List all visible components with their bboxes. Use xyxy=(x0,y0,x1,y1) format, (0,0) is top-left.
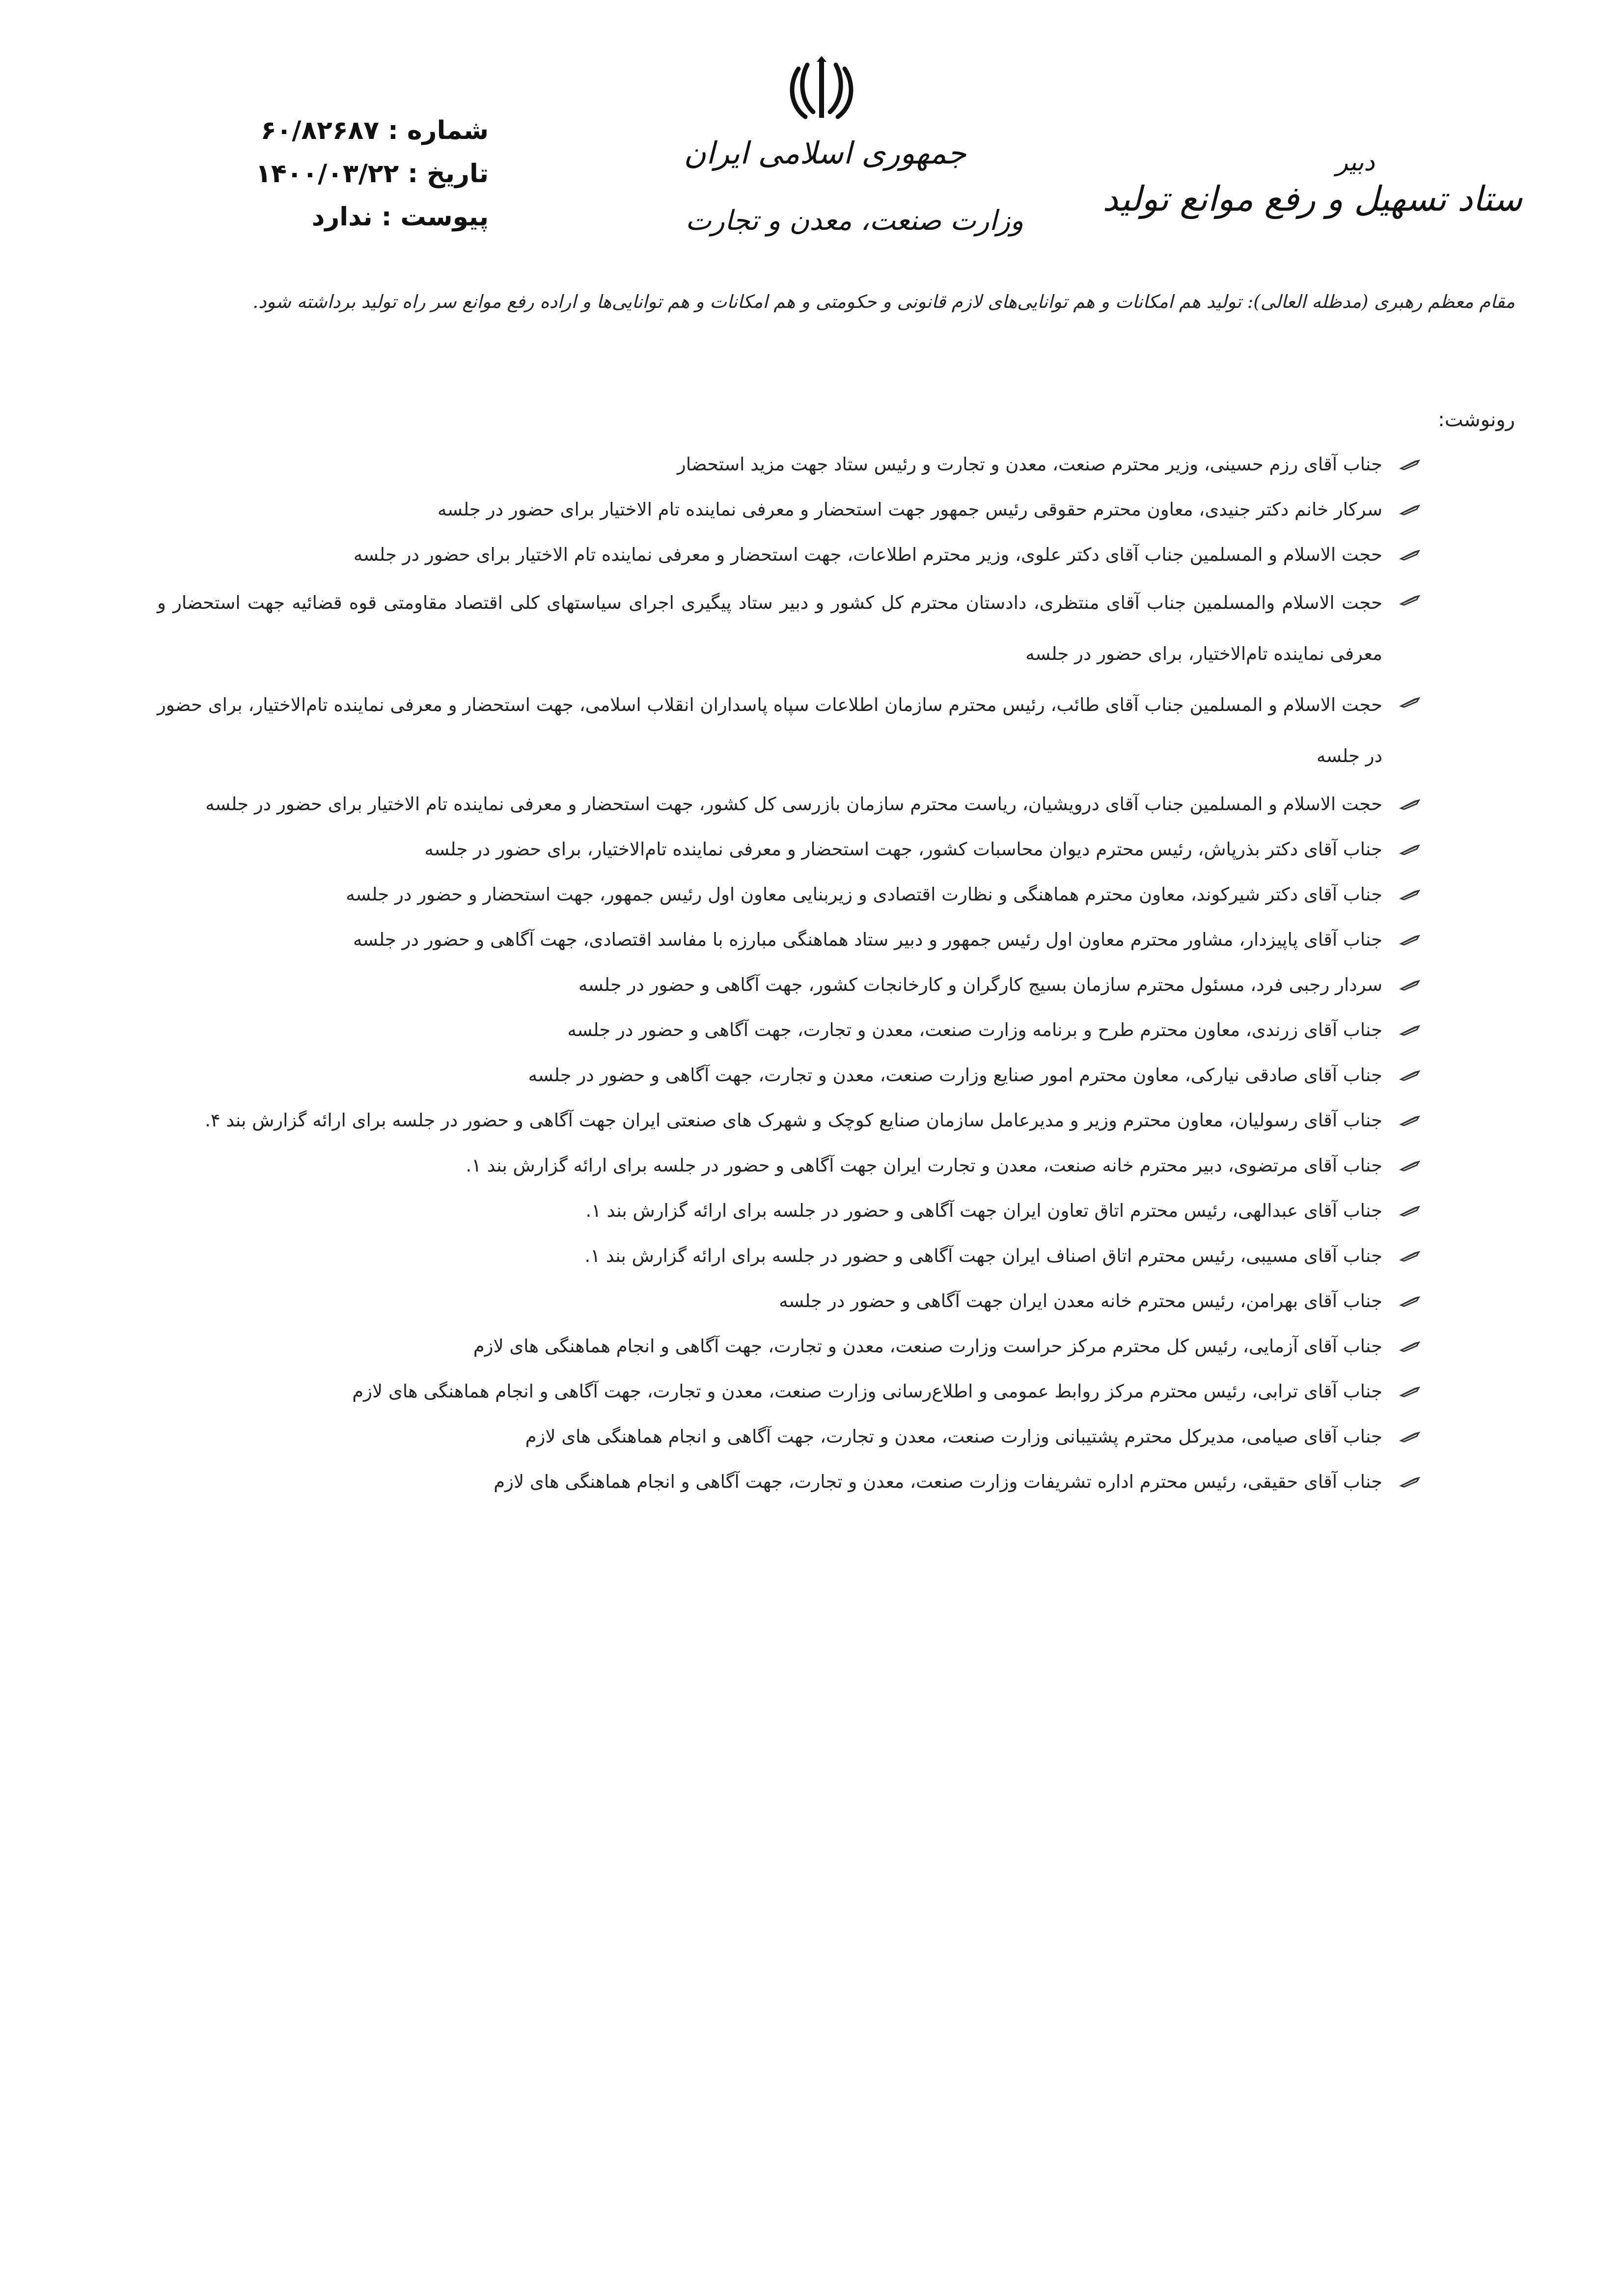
recipient-item xyxy=(157,917,1422,962)
number-colon: : xyxy=(388,116,398,145)
recipient-text: حجت الاسلام والمسلمین جناب آقای منتظری، دادستان محترم کل کشور و دبیر ستاد پیگیری اجرای سیاستهای کلی اقتصاد مقاومتی قوه قضائیه جهت استحضار و معرفی نماینده تام‌الاختیار، برای حضور در جلسه xyxy=(157,592,1382,664)
republic-title: جمهوری اسلامی ایران xyxy=(684,135,966,171)
pen-bullet-icon xyxy=(1400,979,1422,991)
recipient-item xyxy=(157,1369,1422,1414)
number-label: شماره xyxy=(407,116,489,145)
recipient-text: جناب آقای مرتضوی، دبیر محترم خانه صنعت، معدن و تجارت ایران جهت آگاهی و حضور در جلسه برای ارائه گزارش بند ۱. xyxy=(466,1155,1382,1176)
recipient-list xyxy=(157,442,1422,1504)
hq-secretary: دبیر xyxy=(1336,148,1375,176)
pen-bullet-icon xyxy=(1400,696,1422,708)
recipient-item xyxy=(157,1414,1422,1459)
recipient-item xyxy=(157,1098,1422,1143)
pen-bullet-icon xyxy=(1400,1340,1422,1352)
pen-bullet-icon xyxy=(1400,1024,1422,1036)
pen-bullet-icon xyxy=(1400,1160,1422,1172)
recipient-item xyxy=(157,680,1422,782)
iran-emblem-icon xyxy=(785,54,858,128)
attachment-label: پیوست xyxy=(400,202,489,232)
recipient-item xyxy=(157,577,1422,680)
pen-bullet-icon xyxy=(1400,594,1422,606)
pen-bullet-icon xyxy=(1400,1205,1422,1217)
recipient-item xyxy=(157,1233,1422,1279)
headquarters-block xyxy=(1102,147,1522,221)
pen-bullet-icon xyxy=(1400,1431,1422,1443)
recipient-item xyxy=(157,1053,1422,1098)
recipient-text: جناب آقای پاپیزدار، مشاور محترم معاون اول رئیس جمهور و دبیر ستاد هماهنگی مبارزه با مفاسد اقتصادی، جهت آگاهی و حضور در جلسه xyxy=(353,929,1382,950)
recipient-item xyxy=(157,487,1422,532)
recipient-text: جناب آقای صادقی نیارکی، معاون محترم امور صنایع وزارت صنعت، معدن و تجارت، جهت آگاهی و حضور در جلسه xyxy=(528,1065,1382,1086)
recipient-text: حجت الاسلام و المسلمین جناب آقای طائب، رئیس محترم سازمان اطلاعات سپاه پاسداران انقلاب اسلامی، جهت استحضار و معرفی نماینده تام‌الاختیار، برای حضور در جلسه xyxy=(157,694,1382,766)
date-colon: : xyxy=(408,159,418,189)
recipient-item xyxy=(157,872,1422,917)
recipient-item xyxy=(157,782,1422,827)
attachment-colon: : xyxy=(381,202,392,232)
pen-bullet-icon xyxy=(1400,549,1422,561)
recipient-text: جناب آقای آزمایی، رئیس کل محترم مرکز حراست وزارت صنعت، معدن و تجارت، جهت آگاهی و انجام هماهنگی های لازم xyxy=(473,1336,1382,1357)
number-value: ۶۰/۸۲۶۸۷ xyxy=(260,116,380,145)
pen-bullet-icon xyxy=(1400,844,1422,855)
pen-bullet-icon xyxy=(1400,1115,1422,1126)
cc-heading: رونوشت: xyxy=(1438,409,1515,431)
recipient-text: جناب آقای حقیقی، رئیس محترم اداره تشریفات وزارت صنعت، معدن و تجارت، جهت آگاهی و انجام هماهنگی های لازم xyxy=(494,1471,1382,1492)
recipient-item xyxy=(157,532,1422,577)
recipient-text: جناب آقای دکتر بذرپاش، رئیس محترم دیوان محاسبات کشور، جهت استحضار و معرفی نماینده تام‌الاختیار، برای حضور در جلسه xyxy=(424,839,1382,860)
recipient-text: جناب آقای زرندی، معاون محترم طرح و برنامه وزارت صنعت، معدن و تجارت، جهت آگاهی و حضور در جلسه xyxy=(567,1019,1382,1040)
recipient-text: جناب آقای رسولیان، معاون محترم وزیر و مدیرعامل سازمان صنایع کوچک و شهرک های صنعتی ایران جهت آگاهی و حضور در جلسه برای ارائه گزارش بند ۴. xyxy=(205,1110,1382,1131)
recipient-text: سردار رجبی فرد، مسئول محترم سازمان بسیج کارگران و کارخانجات کشور، جهت آگاهی و حضور در جلسه xyxy=(578,974,1382,995)
pen-bullet-icon xyxy=(1400,934,1422,946)
pen-bullet-icon xyxy=(1400,1476,1422,1488)
hq-title: ستاد تسهیل و رفع موانع تولید xyxy=(1102,179,1522,219)
recipient-text: جناب آقای مسیبی، رئیس محترم اتاق اصناف ایران جهت آگاهی و حضور در جلسه برای ارائه گزارش بند ۱. xyxy=(584,1245,1382,1266)
pen-bullet-icon xyxy=(1400,889,1422,901)
date-value: ۱۴۰۰/۰۳/۲۲ xyxy=(255,159,399,189)
recipient-item xyxy=(157,1143,1422,1188)
pen-bullet-icon xyxy=(1400,1386,1422,1397)
pen-bullet-icon xyxy=(1400,459,1422,470)
number-row xyxy=(194,109,489,152)
recipient-item xyxy=(157,1008,1422,1053)
pen-bullet-icon xyxy=(1400,504,1422,516)
letter-meta xyxy=(194,109,489,239)
recipient-item xyxy=(157,827,1422,872)
recipient-text: جناب آقای بهرامن، رئیس محترم خانه معدن ایران جهت آگاهی و حضور در جلسه xyxy=(779,1290,1382,1312)
recipient-item xyxy=(157,1324,1422,1369)
recipient-item xyxy=(157,442,1422,487)
leader-quote: مقام معظم رهبری (مدظله العالی): تولید هم امکانات و هم توانایی‌های لازم قانونی و حکومتی و هم امکانات و هم توانایی‌ها و اراده رفع موانع سر راه تولید برداشته شود. xyxy=(252,291,1515,312)
pen-bullet-icon xyxy=(1400,798,1422,810)
attachment-row xyxy=(194,195,489,239)
recipient-item xyxy=(157,1279,1422,1324)
recipient-text: جناب آقای صیامی، مدیرکل محترم پشتیبانی وزارت صنعت، معدن و تجارت، جهت آگاهی و انجام هماهنگی های لازم xyxy=(525,1426,1382,1447)
recipient-item xyxy=(157,962,1422,1008)
recipient-item xyxy=(157,1459,1422,1504)
pen-bullet-icon xyxy=(1400,1295,1422,1307)
pen-bullet-icon xyxy=(1400,1069,1422,1081)
recipient-text: سرکار خانم دکتر جنیدی، معاون محترم حقوقی رئیس جمهور جهت استحضار و معرفی نماینده تام الاختیار برای حضور در جلسه xyxy=(437,499,1382,520)
recipient-text: جناب آقای عبدالهی، رئیس محترم اتاق تعاون ایران جهت آگاهی و حضور در جلسه برای ارائه گزارش بند ۱. xyxy=(585,1200,1382,1221)
date-label: تاریخ xyxy=(427,159,489,189)
ministry-title: وزارت صنعت، معدن و تجارت xyxy=(685,205,1024,237)
recipient-text: حجت الاسلام و المسلمین جناب آقای درویشیان، ریاست محترم سازمان بازرسی کل کشور، جهت استحضار و معرفی نماینده تام الاختیار برای حضور در جلسه xyxy=(205,793,1382,815)
date-row xyxy=(194,152,489,195)
recipient-text: جناب آقای دکتر شیرکوند، معاون محترم هماهنگی و نظارت اقتصادی و زیربنایی معاون اول رئیس جمهور، جهت استحضار و حضور در جلسه xyxy=(346,884,1382,905)
recipient-text: جناب آقای ترابی، رئیس محترم مرکز روابط عمومی و اطلاع‌رسانی وزارت صنعت، معدن و تجارت، جهت آگاهی و انجام هماهنگی های لازم xyxy=(352,1381,1382,1402)
recipient-item xyxy=(157,1188,1422,1233)
attachment-value: ندارد xyxy=(311,202,373,232)
recipient-text: جناب آقای رزم حسینی، وزیر محترم صنعت، معدن و تجارت و رئیس ستاد جهت مزید استحضار xyxy=(677,454,1382,475)
recipient-text: حجت الاسلام و المسلمین جناب آقای دکتر علوی، وزیر محترم اطلاعات، جهت استحضار و معرفی نماینده تام الاختیار برای حضور در جلسه xyxy=(353,544,1382,565)
pen-bullet-icon xyxy=(1400,1250,1422,1262)
